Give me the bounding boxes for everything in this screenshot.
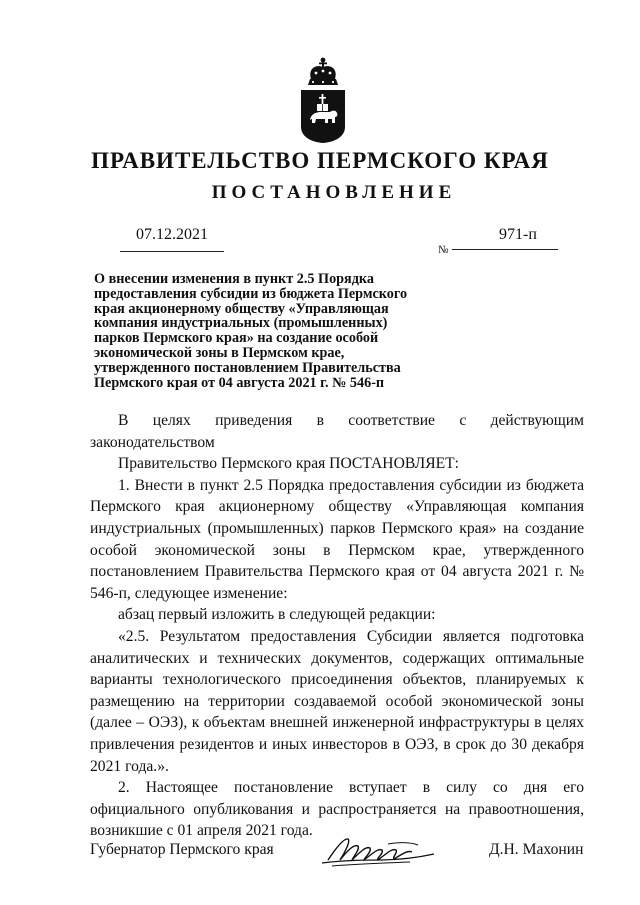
number-underline: [452, 249, 558, 250]
document-number: 971-п: [499, 226, 537, 243]
signatory-name: Д.Н. Махонин: [489, 841, 584, 858]
subject-line: Пермского края от 04 августа 2021 г. № 546-п: [94, 374, 385, 391]
subject-line: края акционерному обществу «Управляющая: [94, 300, 389, 317]
body-paragraph-new-wording: «2.5. Результатом предоставления Субсидии является подготовка аналитических и технических документов, содержащих оптимальные варианты технологического присоединения объектов, планируемых к размещению на территории создаваемой особой экономической зоны (далее – ОЭЗ), к объектам внешней инженерной инфраструктуры в целях привлечения резидентов и иных инвесторов в ОЭЗ, в срок до 30 декабря 2021 года.».: [90, 627, 584, 775]
document-date: 07.12.2021: [136, 226, 208, 243]
document-date-block: [120, 226, 224, 252]
document-body: [90, 410, 584, 842]
date-underline: [120, 251, 224, 252]
body-paragraph-instruction: абзац первый изложить в следующей редакции:: [118, 606, 436, 624]
subject-line: компания индустриальных (промышленных): [94, 315, 388, 332]
document-subject: [94, 272, 464, 390]
body-paragraph-preamble: В целях приведения в соответствие с действующим законодательством: [90, 412, 584, 451]
body-paragraph-resolves: Правительство Пермского края ПОСТАНОВЛЯЕТ:: [118, 455, 459, 473]
subject-line: О внесении изменения в пункт 2.5 Порядка: [94, 271, 374, 287]
subject-line: предоставления субсидии из бюджета Пермского: [94, 285, 408, 302]
signatory-title: Губернатор Пермского края: [90, 841, 274, 858]
body-paragraph-item-2: 2. Настоящее постановление вступает в силу со дня его официального опубликования и распространяется на правоотношения, возникшие с 01 апреля 2021 года.: [90, 779, 584, 840]
body-paragraph-item-1: 1. Внести в пункт 2.5 Порядка предоставления субсидии из бюджета Пермского края акционерному обществу «Управляющая компания индустриальных (промышленных) парков Пермского края» на создание особой экономической зоны в Пермском крае, утвержденного постановлением Правительства Пермского края от 04 августа 2021 г. № 546-п, следующее изменение:: [90, 476, 584, 602]
government-title: ПРАВИТЕЛЬСТВО ПЕРМСКОГО КРАЯ: [91, 148, 549, 173]
perm-krai-coat-of-arms-icon: [298, 55, 348, 145]
subject-line: парков Пермского края» на создание особой: [94, 330, 379, 347]
number-sign: №: [438, 244, 449, 256]
subject-line: утвержденного постановлением Правительства: [94, 359, 401, 376]
subject-line: экономической зоны в Пермском крае,: [94, 344, 345, 361]
handwritten-signature: [318, 830, 438, 872]
document-type: ПОСТАНОВЛЕНИЕ: [211, 182, 457, 203]
